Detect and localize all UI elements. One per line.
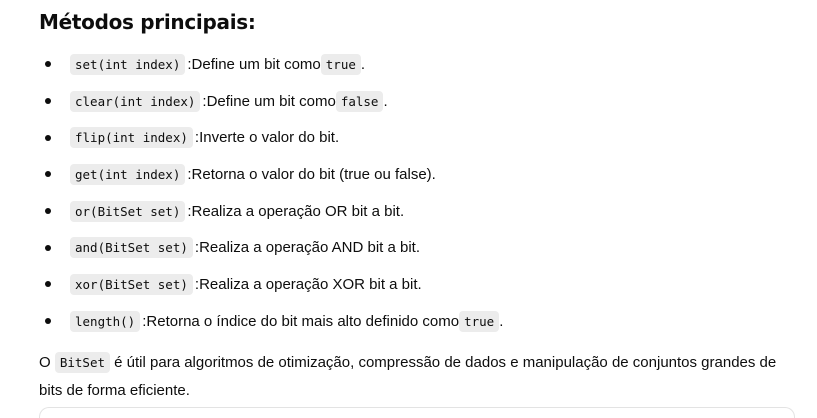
bullet-icon (45, 61, 51, 67)
inline-code: clear(int index) (70, 91, 200, 112)
inline-code: BitSet (55, 352, 110, 373)
item-separator: : (202, 92, 207, 110)
inline-code: flip(int index) (70, 127, 193, 148)
item-text: Define um bit como (206, 92, 336, 110)
item-text: Realiza a operação AND bit a bit. (199, 239, 421, 257)
list-item (0, 46, 817, 83)
item-separator: : (194, 275, 200, 293)
summary-paragraph (39, 349, 779, 405)
list-item (0, 303, 817, 340)
inline-code: set(int index) (70, 54, 185, 75)
summary-prefix: O (39, 354, 55, 371)
item-separator: : (187, 165, 192, 183)
inline-code: and(BitSet set) (70, 237, 193, 258)
bullet-icon (45, 318, 51, 324)
bullet-icon (45, 171, 51, 177)
item-separator: : (187, 202, 192, 220)
bullet-icon (45, 135, 51, 141)
bullet-icon (45, 208, 51, 214)
item-separator: : (194, 129, 200, 147)
bullet-icon (45, 281, 51, 287)
item-text: Retorna o índice do bit mais alto definido como (146, 312, 460, 330)
item-text: Define um bit como (191, 55, 321, 73)
inline-code: xor(BitSet set) (70, 274, 193, 295)
item-separator: : (187, 55, 192, 73)
list-item (0, 193, 817, 230)
section-heading: Métodos principais: (39, 10, 256, 34)
bullet-icon (45, 98, 51, 104)
item-text: Realiza a operação OR bit a bit. (191, 202, 405, 220)
item-end: . (360, 55, 366, 73)
item-text: Realiza a operação XOR bit a bit. (199, 275, 422, 293)
item-end: . (383, 92, 388, 110)
list-item (0, 83, 817, 120)
summary-text: é útil para algoritmos de otimização, compressão de dados e manipulação de conjuntos grandes de bits de forma eficiente. (39, 354, 777, 399)
item-text: Inverte o valor do bit. (199, 129, 340, 147)
item-text: Retorna o valor do bit (true ou false). (191, 165, 436, 183)
next-block-edge (39, 407, 795, 418)
list-item (0, 156, 817, 193)
inline-code: true (321, 54, 361, 75)
inline-code: true (459, 311, 499, 332)
inline-code: or(BitSet set) (70, 201, 185, 222)
item-end: . (499, 312, 504, 330)
item-separator: : (142, 312, 147, 330)
list-item (0, 119, 817, 156)
list-item (0, 229, 817, 266)
inline-code: false (336, 91, 384, 112)
inline-code: get(int index) (70, 164, 185, 185)
bullet-icon (45, 245, 51, 251)
methods-list (0, 46, 817, 340)
list-item (0, 266, 817, 303)
item-separator: : (194, 239, 200, 257)
inline-code: length() (70, 311, 140, 332)
